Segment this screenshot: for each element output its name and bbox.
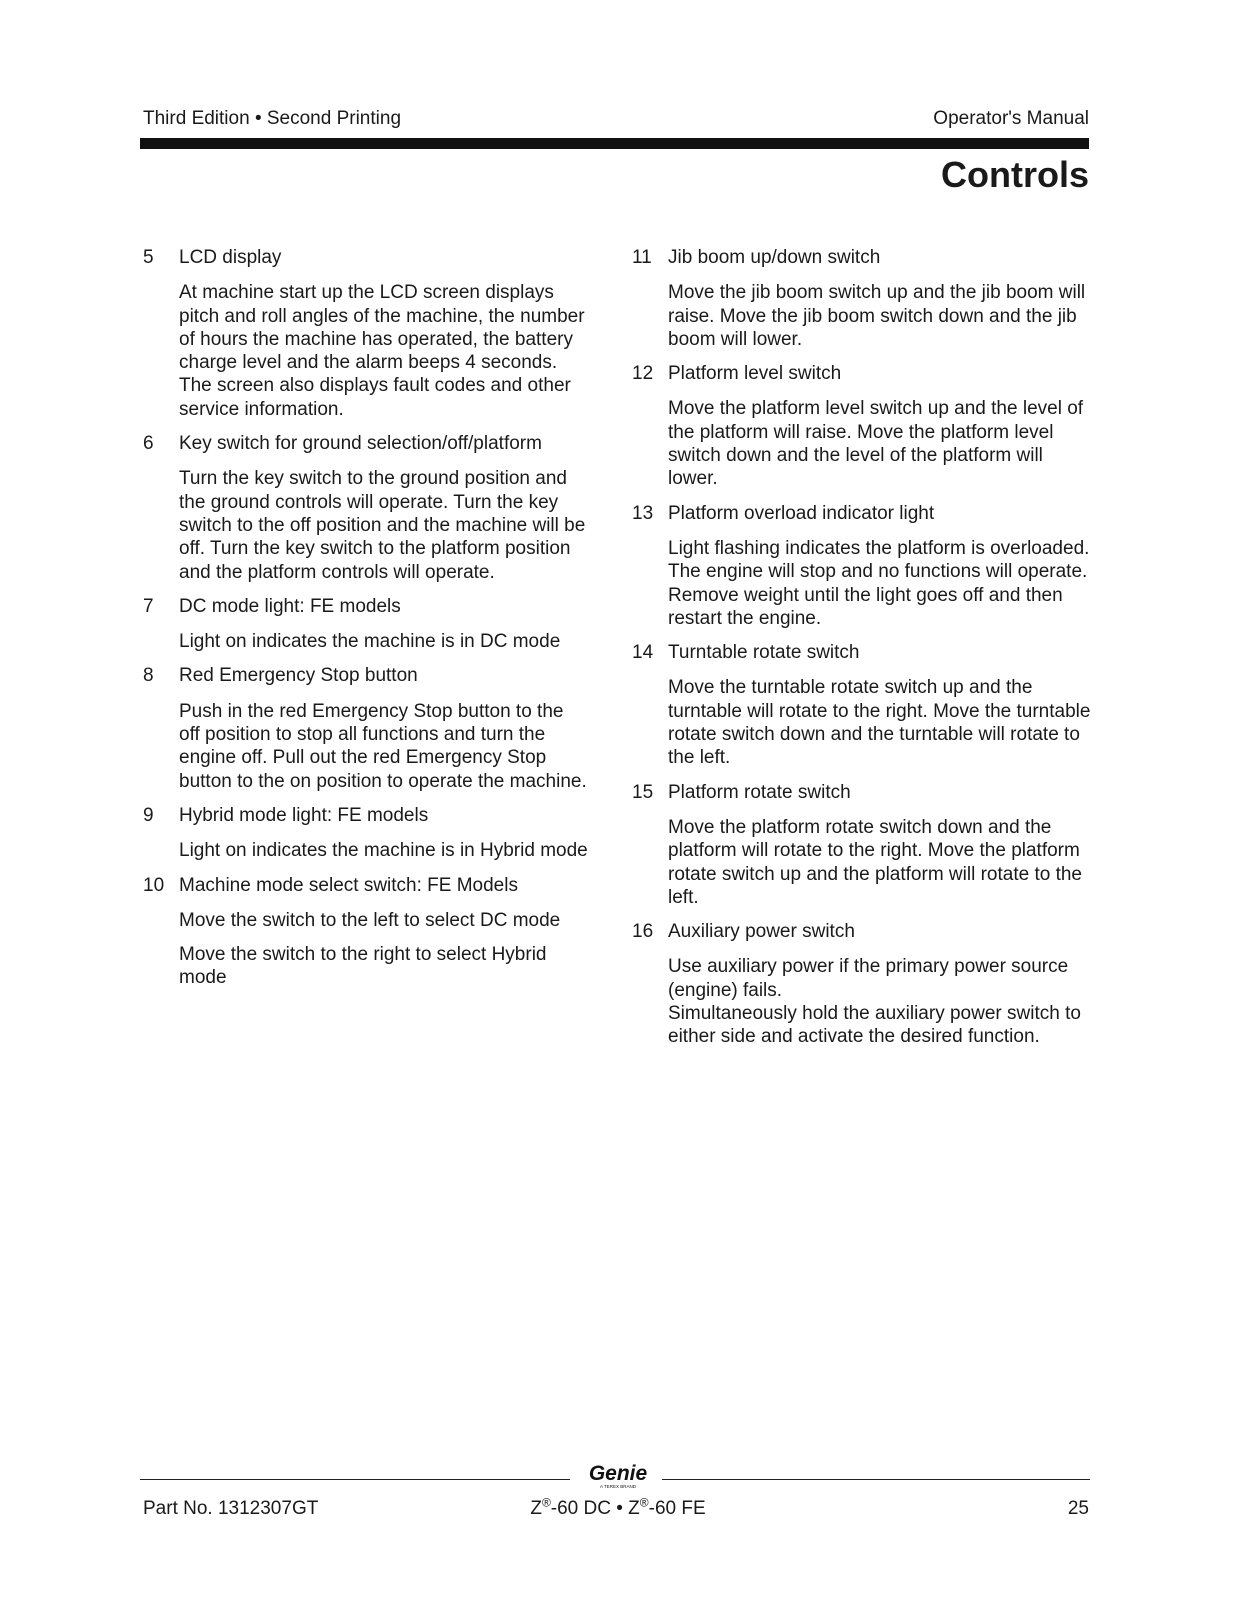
list-item — [632, 641, 1092, 769]
list-item — [632, 920, 1092, 1048]
item-number: 16 — [632, 921, 654, 943]
item-description: Move the platform level switch up and the level of the platform will raise. Move the platform level switch down and the level of the platform will lower. — [668, 398, 1084, 490]
registered-mark: ® — [639, 1495, 649, 1510]
item-description: Light on indicates the machine is in DC mode — [179, 631, 561, 653]
left-column — [143, 246, 588, 1001]
item-description: Push in the red Emergency Stop button to the off position to stop all functions and turn the engine off. Pull out the red Emergency Stop button to the on position to operate the machine. — [179, 700, 587, 792]
list-item — [143, 804, 588, 863]
item-title: Jib boom up/down switch — [668, 247, 881, 268]
model-b-rest: -60 FE — [648, 1498, 706, 1519]
genie-logo-tagline: A TEREX BRAND — [600, 1484, 636, 1489]
item-number: 12 — [632, 363, 654, 385]
item-description: Move the jib boom switch up and the jib boom will raise. Move the jib boom switch down and the jib boom will lower. — [668, 282, 1086, 350]
item-number: 14 — [632, 642, 654, 664]
list-item — [143, 664, 588, 792]
header-edition: Third Edition • Second Printing — [143, 108, 402, 129]
footer-model — [520, 1495, 716, 1520]
item-number: 10 — [143, 874, 165, 896]
list-item — [143, 874, 588, 990]
right-column — [632, 246, 1092, 1060]
item-description: At machine start up the LCD screen displays pitch and roll angles of the machine, the number of hours the machine has operated, the battery charge level and the alarm beeps 4 seconds. The screen also displays fault codes and other service information. — [179, 282, 585, 420]
list-item — [632, 781, 1092, 909]
item-title: Hybrid mode light: FE models — [179, 804, 429, 826]
item-description: Move the turntable rotate switch up and the turntable will rotate to the right. Move the turntable rotate switch down and the turntable will rotate to the left. — [668, 677, 1091, 769]
list-item — [632, 246, 1092, 351]
item-number: 11 — [632, 247, 652, 268]
item-number: 13 — [632, 502, 654, 524]
footer-page-number: 25 — [1067, 1498, 1089, 1519]
genie-logo — [580, 1462, 656, 1490]
item-title: Red Emergency Stop button — [179, 665, 418, 687]
item-title: Auxiliary power switch — [668, 921, 855, 943]
item-description: Move the platform rotate switch down and the platform will rotate to the right. Move the platform rotate switch up and the platform will rotate to the left. — [668, 816, 1082, 908]
item-number: 7 — [143, 595, 154, 617]
item-description: Move the switch to the right to select Hybrid mode — [179, 944, 547, 989]
item-description: Light flashing indicates the platform is overloaded. The engine will stop and no functions will operate. Remove weight until the light goes off and then restart the engine. — [668, 537, 1090, 629]
item-number: 9 — [143, 804, 154, 826]
list-item — [632, 362, 1092, 490]
registered-mark: ® — [541, 1495, 551, 1510]
item-title: Platform rotate switch — [668, 781, 851, 803]
item-description: Simultaneously hold the auxiliary power switch to either side and activate the desired function. — [668, 1003, 1081, 1048]
model-a: Z — [530, 1498, 542, 1519]
list-item — [143, 595, 588, 654]
header-manual-title: Operator's Manual — [933, 108, 1089, 129]
footer-part-number: Part No. 1312307GT — [143, 1498, 319, 1519]
section-title: Controls — [941, 154, 1089, 195]
list-item — [143, 432, 588, 584]
item-number: 15 — [632, 781, 654, 803]
item-description: Use auxiliary power if the primary power source (engine) fails. — [668, 956, 1069, 1001]
footer-rule-left — [140, 1479, 570, 1480]
item-number: 5 — [143, 247, 154, 268]
model-a-rest: -60 DC • Z — [550, 1498, 640, 1519]
item-title: Machine mode select switch: FE Models — [179, 874, 518, 896]
footer-rule-right — [662, 1479, 1090, 1480]
item-description: Turn the key switch to the ground position and the ground controls will operate. Turn the key switch to the off position and the machine will be off. Turn the key switch to the platform position and the platform controls will operate. — [179, 468, 586, 583]
item-description: Light on indicates the machine is in Hybrid mode — [179, 840, 588, 862]
item-title: LCD display — [179, 247, 282, 268]
item-title: Turntable rotate switch — [668, 642, 860, 664]
header-rule — [140, 138, 1089, 149]
item-title: Platform overload indicator light — [668, 502, 935, 524]
item-title: Key switch for ground selection/off/platform — [179, 433, 542, 455]
list-item — [143, 246, 588, 421]
item-title: Platform level switch — [668, 363, 842, 385]
item-description: Move the switch to the left to select DC mode — [179, 909, 561, 931]
item-number: 8 — [143, 665, 154, 687]
list-item — [632, 502, 1092, 630]
item-number: 6 — [143, 433, 154, 455]
item-title: DC mode light: FE models — [179, 595, 401, 617]
genie-logo-wordmark: Genie — [588, 1462, 648, 1485]
